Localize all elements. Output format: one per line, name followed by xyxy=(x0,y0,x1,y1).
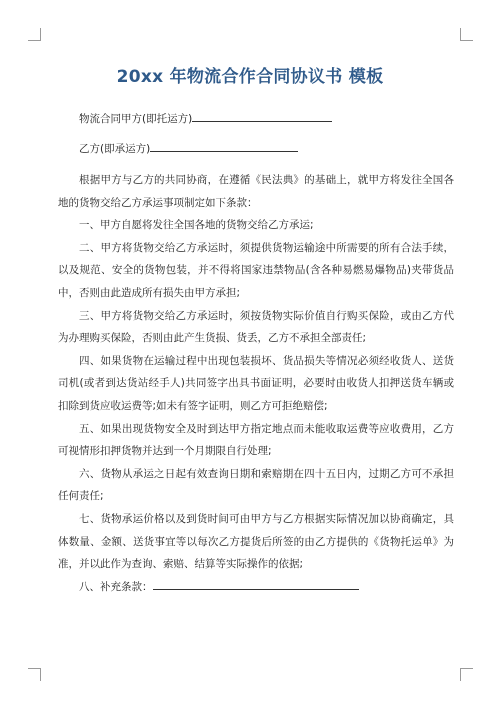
party-b-blank-field[interactable] xyxy=(150,141,298,152)
page-corner-mark-bottom-right xyxy=(460,668,473,681)
party-b-label: 乙方(即承运方) xyxy=(79,143,151,155)
clause-7: 七、货物承运价格以及到货时间可由甲方与乙方根据实际情况加以协商确定，具体数量、金额、送货事宜等以每次乙方提货后所签的由乙方提供的《货物托运单》为准，并以此作为查询、索赔、结算等实际操作的依据; xyxy=(58,512,454,571)
supplement-label: 八、补充条款： xyxy=(79,580,153,593)
party-a-label: 物流合同甲方(即托运方) xyxy=(79,113,193,125)
page-corner-mark-top-right xyxy=(460,28,473,41)
document-body xyxy=(58,108,454,598)
supplement-blank-field[interactable] xyxy=(153,579,359,590)
page-corner-mark-top-left xyxy=(28,28,41,41)
clause-1: 一、甲方自愿将发往全国各地的货物交给乙方承运; xyxy=(79,219,314,232)
clause-8 xyxy=(58,576,454,599)
clause-5: 五、如果出现货物安全及时到达甲方指定地点而未能收取运费等应收费用，乙方可视情形扣押货物并达到一个月期限自行处理; xyxy=(58,422,454,458)
intro-paragraph: 根据甲方与乙方的共同协商，在遵循《民法典》的基础上，就甲方将发往全国各地的货物交给乙方承运事项制定如下条款： xyxy=(58,174,454,209)
party-a-line xyxy=(58,108,454,130)
page-corner-mark-bottom-left xyxy=(28,668,41,681)
clause-4: 四、如果货物在运输过程中出现包装损坏、货品损失等情况必须经收货人、送货司机(或者到达货站经手人)共同签字出具书面证明，必要时由收货人扣押送货车辆或扣除到货应收运费等;如未有签字证明，则乙方可拒绝赔偿; xyxy=(58,354,454,412)
document-title: 20xx 年物流合作合同协议书 模板 xyxy=(116,67,384,87)
clause-3: 三、甲方将货物交给乙方承运时，须按货物实际价值自行购买保险，或由乙方代为办理购买保险，否则由此产生货损、货丢，乙方不承担全部责任; xyxy=(58,309,454,345)
party-b-line xyxy=(58,138,454,160)
clause-2: 二、甲方将货物交给乙方承运时，须提供货物运输途中所需要的所有合法手续，以及规范、安全的货物包装，并不得将国家违禁物品(含各种易燃易爆物品)夹带货品中，否则由此造成所有损失由甲方承担; xyxy=(58,241,454,299)
party-a-blank-field[interactable] xyxy=(192,111,332,122)
clause-6: 六、货物从承运之日起有效查询日期和索赔期在四十五日内，过期乙方可不承担任何责任; xyxy=(58,467,454,503)
